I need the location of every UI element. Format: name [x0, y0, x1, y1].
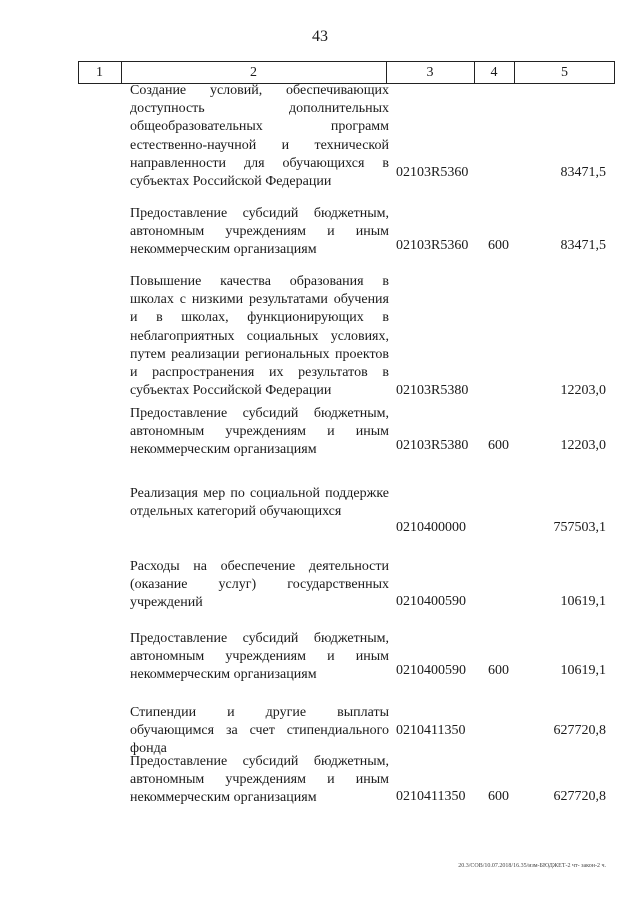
row-code: 0210400590 [396, 663, 466, 678]
table-row [0, 558, 640, 614]
table-row [0, 704, 640, 757]
footer-note: 20.3/СОВ/10.07.2018/16.35/изм-БЮДЖЕТ-2 чт- закон-2 ч. [458, 863, 606, 869]
row-amount: 627720,8 [553, 789, 606, 804]
row-code: 0210411350 [396, 723, 466, 738]
row-name: Реализация мер по социальной поддержке отдельных категорий обучающихся [130, 486, 389, 520]
row-amount: 627720,8 [553, 723, 606, 738]
table-row [0, 405, 640, 461]
row-code: 0210411350 [396, 789, 466, 804]
table-row [0, 753, 640, 809]
row-type: 600 [488, 438, 509, 453]
row-amount: 10619,1 [560, 663, 606, 678]
row-code: 02103R5380 [396, 438, 469, 453]
row-amount: 83471,5 [560, 165, 606, 180]
row-code: 0210400590 [396, 594, 466, 609]
page-number: 43 [312, 28, 328, 45]
row-code: 02103R5360 [396, 165, 469, 180]
header-col-4: 4 [490, 65, 498, 80]
row-code: 02103R5380 [396, 383, 469, 398]
row-name: Создание условий, обеспечивающих доступность дополнительных общеобразовательных программ естественно-научной и технической направленности для обучающихся в субъектах Российской Федерации [130, 83, 389, 190]
row-name: Повышение качества образования в школах с низкими результатами обучения и в школах, функционирующих в неблагоприятных социальных условиях, путем реализации региональных проектов и распространения их результатов в субъектах Российской Федерации [130, 274, 389, 399]
row-amount: 10619,1 [560, 594, 606, 609]
row-name: Предоставление субсидий бюджетным, автономным учреждениям и иным некоммерческим организациям [130, 206, 389, 258]
table-row [0, 205, 640, 261]
table-row [0, 485, 640, 541]
table-row [0, 273, 640, 401]
header-divider [614, 62, 615, 83]
row-type: 600 [488, 789, 509, 804]
table-header [78, 61, 615, 84]
table-row [0, 630, 640, 686]
header-col-1: 1 [96, 65, 103, 80]
table-row [0, 82, 640, 192]
header-col-2: 2 [250, 65, 257, 80]
row-code: 02103R5360 [396, 238, 469, 253]
row-amount: 12203,0 [560, 383, 606, 398]
row-code: 0210400000 [396, 520, 466, 535]
row-name: Расходы на обеспечение деятельности (оказание услуг) государственных учреждений [130, 559, 389, 611]
row-type: 600 [488, 663, 509, 678]
row-amount: 83471,5 [560, 238, 606, 253]
row-name: Стипендии и другие выплаты обучающимся за счет стипендиального фонда [130, 705, 389, 757]
row-name: Предоставление субсидий бюджетным, автономным учреждениям и иным некоммерческим организациям [130, 754, 389, 806]
row-amount: 757503,1 [553, 520, 606, 535]
row-name: Предоставление субсидий бюджетным, автономным учреждениям и иным некоммерческим организациям [130, 631, 389, 683]
header-col-3: 3 [426, 65, 434, 80]
header-col-5: 5 [561, 65, 568, 80]
row-name: Предоставление субсидий бюджетным, автономным учреждениям и иным некоммерческим организациям [130, 406, 389, 458]
row-type: 600 [488, 238, 509, 253]
row-amount: 12203,0 [560, 438, 606, 453]
